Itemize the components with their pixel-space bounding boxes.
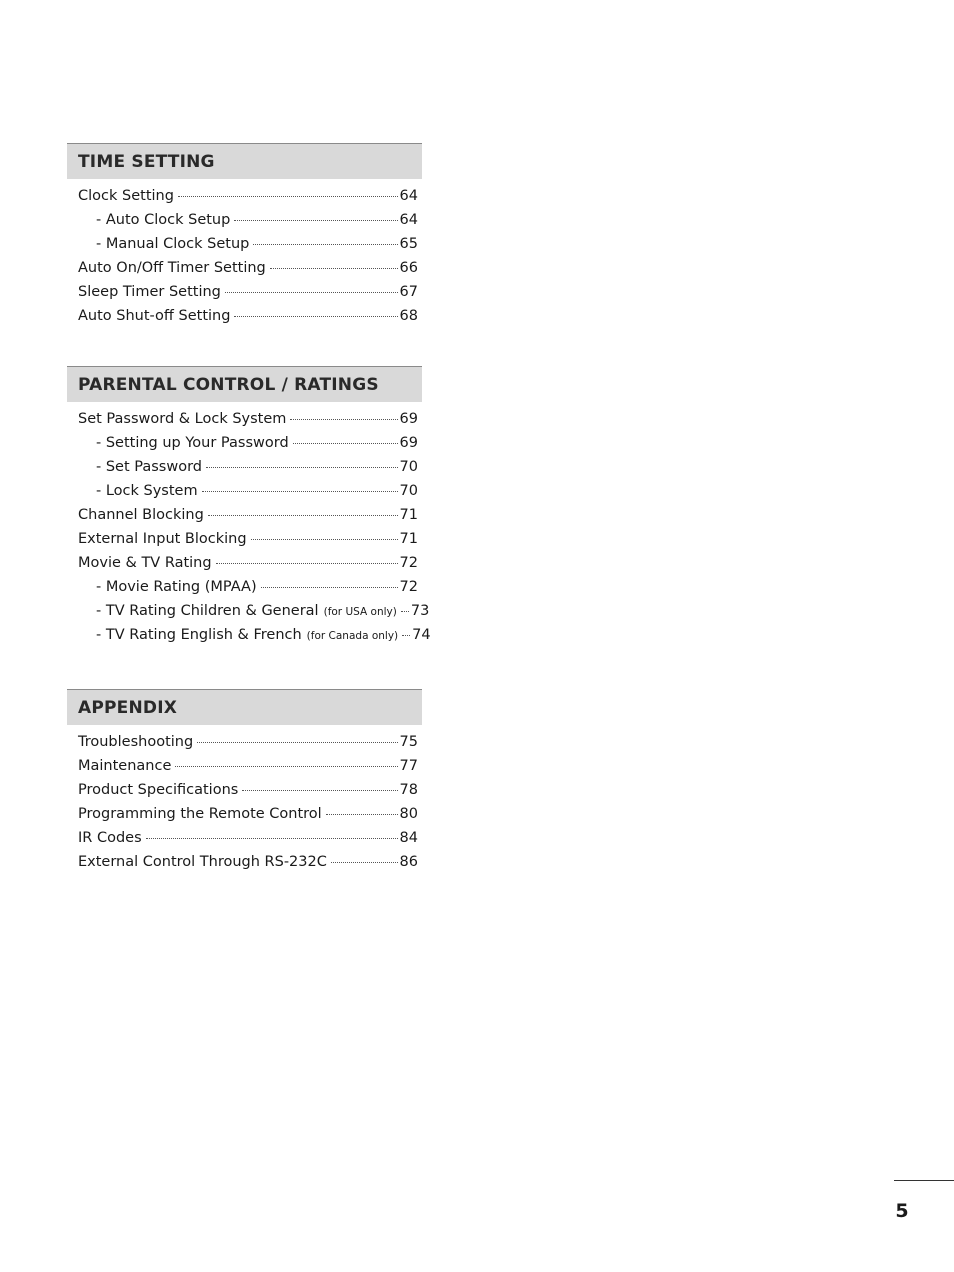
toc-entry-label: Channel Blocking: [78, 507, 204, 523]
toc-entry-label: Set Password & Lock System: [78, 411, 287, 427]
dot-leader: [290, 419, 397, 420]
dot-leader: [326, 814, 398, 815]
dot-leader: [146, 838, 398, 839]
toc-entry-label: External Input Blocking: [78, 531, 247, 547]
toc-entry-page: 67: [399, 284, 418, 300]
toc-entry-page: 69: [399, 411, 418, 427]
toc-entry-page: 77: [399, 758, 418, 774]
toc-entry[interactable]: [78, 778, 418, 802]
toc-entry-label: Sleep Timer Setting: [78, 284, 221, 300]
toc-subentry[interactable]: [78, 575, 418, 599]
toc-subentry[interactable]: [78, 232, 418, 256]
toc-entry-label: Auto Shut-off Setting: [78, 308, 231, 324]
toc-entry[interactable]: [78, 184, 418, 208]
dot-leader: [225, 292, 398, 293]
dot-leader: [293, 443, 398, 444]
toc-entry[interactable]: [78, 280, 418, 304]
section-header: [67, 689, 422, 725]
dot-leader: [175, 766, 397, 767]
section-header: [67, 366, 422, 402]
toc-entry-page: 72: [399, 555, 418, 571]
toc-entry-label: - Setting up Your Password: [96, 435, 289, 451]
toc-entry-label: - Auto Clock Setup: [96, 212, 231, 228]
toc-entry-page: 64: [399, 212, 418, 228]
toc-entry[interactable]: [78, 527, 418, 551]
toc-entry[interactable]: [78, 754, 418, 778]
section-title: PARENTAL CONTROL / RATINGS: [78, 374, 379, 395]
toc-entry-page: 75: [399, 734, 418, 750]
toc-entry-label: IR Codes: [78, 830, 142, 846]
dot-leader: [253, 244, 397, 245]
dot-leader: [401, 611, 409, 612]
toc-entry-list: [67, 730, 422, 874]
toc-entry[interactable]: [78, 256, 418, 280]
toc-section-time-setting: [67, 143, 422, 328]
toc-entry-label: Auto On/Off Timer Setting: [78, 260, 266, 276]
section-title: TIME SETTING: [78, 151, 215, 172]
toc-entry-label: - TV Rating English & French: [96, 627, 302, 643]
toc-entry-page: 84: [399, 830, 418, 846]
toc-entry-page: 78: [399, 782, 418, 798]
toc-entry-page: 80: [399, 806, 418, 822]
toc-entry[interactable]: [78, 304, 418, 328]
page-number: 5: [895, 1200, 909, 1222]
dot-leader: [331, 862, 398, 863]
toc-entry-page: 70: [399, 483, 418, 499]
toc-subentry[interactable]: [78, 599, 430, 623]
toc-subentry[interactable]: [78, 623, 431, 647]
toc-entry[interactable]: [78, 802, 418, 826]
toc-entry-page: 64: [399, 188, 418, 204]
toc-entry-page: 69: [399, 435, 418, 451]
page-number-rule: [894, 1180, 954, 1181]
toc-entry-page: 71: [399, 507, 418, 523]
toc-entry[interactable]: [78, 826, 418, 850]
toc-entry-label: External Control Through RS-232C: [78, 854, 327, 870]
toc-section-parental-control: [67, 366, 431, 647]
toc-entry-list: [67, 407, 431, 647]
dot-leader: [197, 742, 397, 743]
dot-leader: [178, 196, 398, 197]
toc-entry-page: 68: [399, 308, 418, 324]
toc-subentry[interactable]: [78, 431, 418, 455]
dot-leader: [234, 316, 397, 317]
dot-leader: [202, 491, 398, 492]
dot-leader: [402, 635, 410, 636]
toc-subentry[interactable]: [78, 479, 418, 503]
toc-entry-page: 71: [399, 531, 418, 547]
section-title: APPENDIX: [78, 697, 178, 718]
toc-entry-note: (for USA only): [323, 606, 397, 618]
toc-entry[interactable]: [78, 850, 418, 874]
toc-entry-label: - TV Rating Children & General: [96, 603, 319, 619]
toc-entry-list: [67, 184, 422, 328]
toc-entry-label: - Movie Rating (MPAA): [96, 579, 257, 595]
dot-leader: [206, 467, 398, 468]
toc-entry-label: Product Specifications: [78, 782, 239, 798]
dot-leader: [270, 268, 398, 269]
toc-entry-label: Programming the Remote Control: [78, 806, 322, 822]
toc-entry[interactable]: [78, 407, 418, 431]
toc-entry-label: Clock Setting: [78, 188, 174, 204]
toc-entry-page: 86: [399, 854, 418, 870]
toc-entry-page: 66: [399, 260, 418, 276]
toc-entry-note: (for Canada only): [306, 630, 399, 642]
toc-entry-page: 73: [410, 603, 430, 619]
dot-leader: [234, 220, 397, 221]
toc-entry-label: - Set Password: [96, 459, 202, 475]
toc-entry-page: 74: [412, 627, 431, 643]
toc-entry-label: - Lock System: [96, 483, 198, 499]
toc-entry-page: 72: [399, 579, 418, 595]
section-header: [67, 143, 422, 179]
toc-subentry[interactable]: [78, 208, 418, 232]
toc-entry-page: 70: [399, 459, 418, 475]
toc-entry[interactable]: [78, 503, 418, 527]
dot-leader: [251, 539, 398, 540]
toc-entry-label: - Manual Clock Setup: [96, 236, 250, 252]
toc-entry[interactable]: [78, 551, 418, 575]
toc-entry-page: 65: [399, 236, 418, 252]
toc-entry[interactable]: [78, 730, 418, 754]
dot-leader: [261, 587, 398, 588]
toc-subentry[interactable]: [78, 455, 418, 479]
toc-section-appendix: [67, 689, 422, 874]
toc-entry-label: Movie & TV Rating: [78, 555, 212, 571]
dot-leader: [242, 790, 397, 791]
dot-leader: [216, 563, 398, 564]
toc-entry-label: Maintenance: [78, 758, 172, 774]
dot-leader: [208, 515, 398, 516]
toc-entry-label: Troubleshooting: [78, 734, 194, 750]
